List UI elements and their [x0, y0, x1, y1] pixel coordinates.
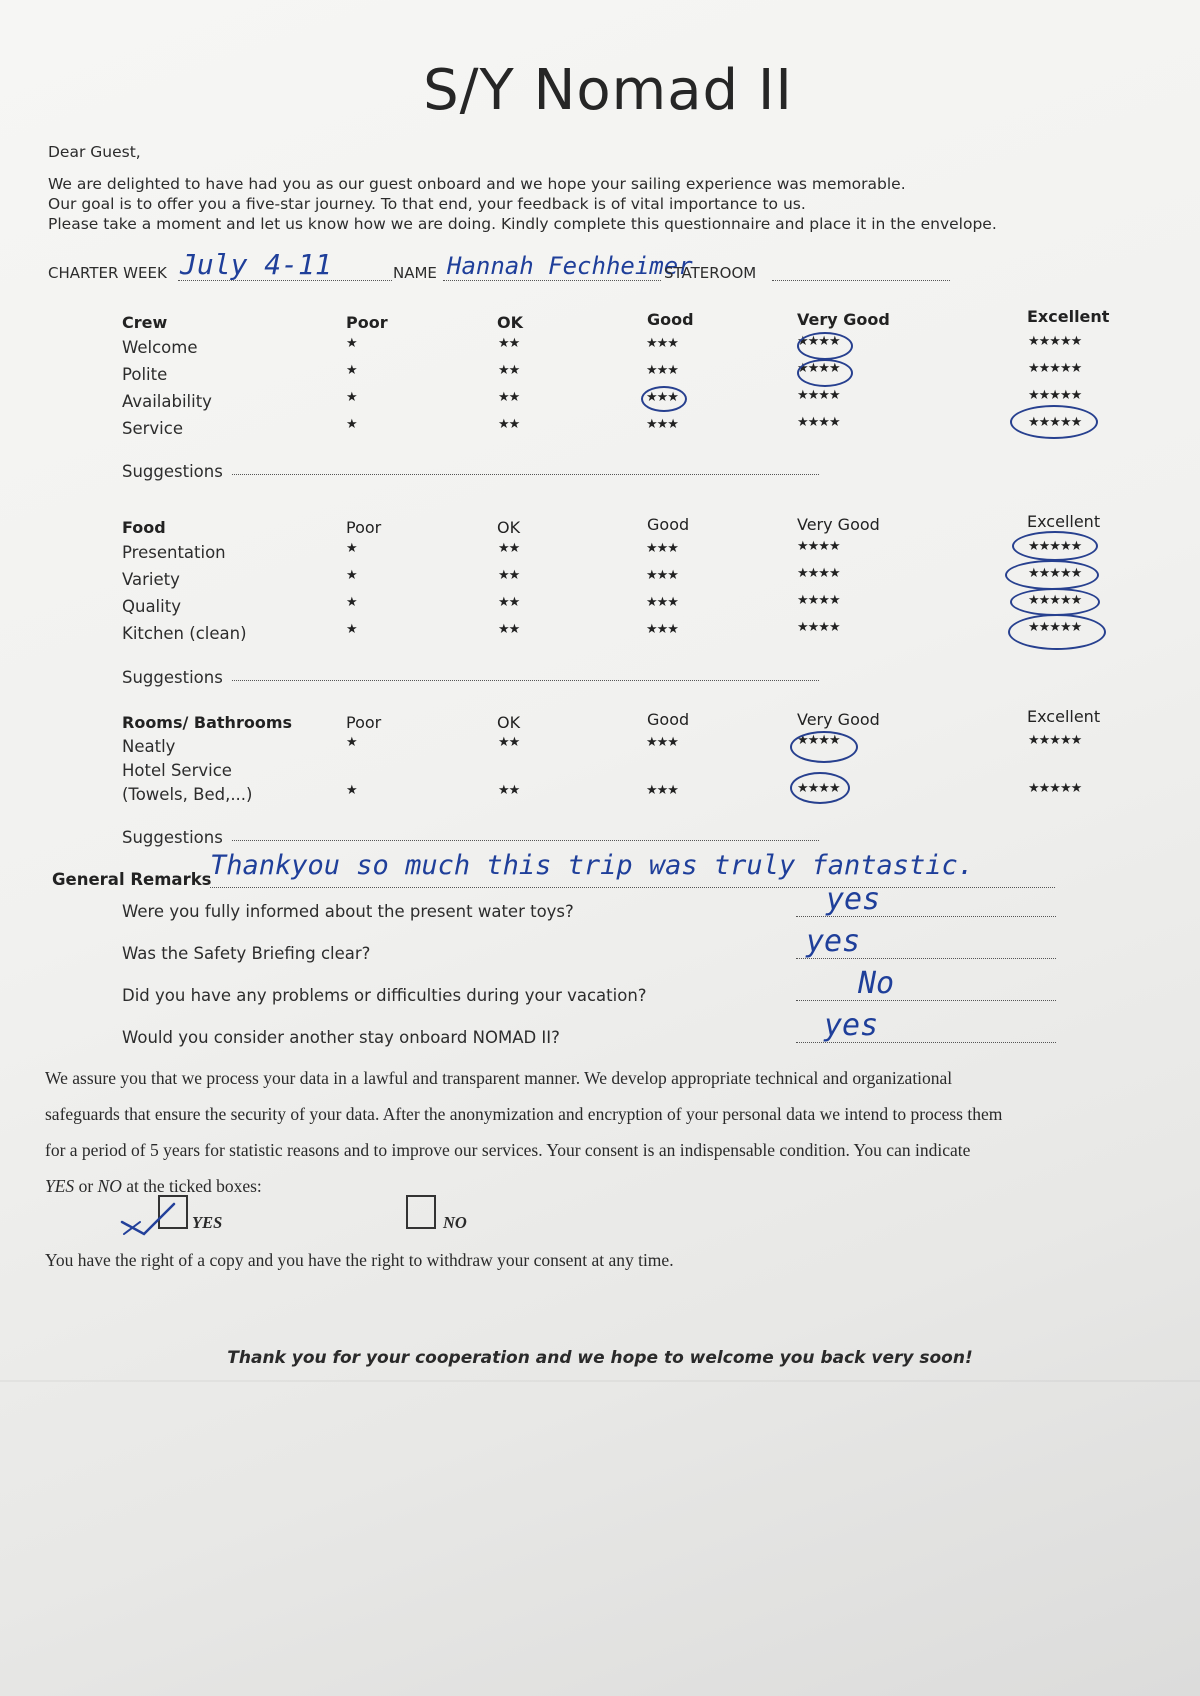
star-option-1-0-2[interactable]: ★★★ — [646, 541, 678, 556]
rating-label-2-0: Neatly — [122, 737, 176, 756]
star-option-1-2-4[interactable]: ★★★★★ — [1028, 593, 1082, 608]
star-option-1-0-1[interactable]: ★★ — [498, 541, 520, 556]
general-remarks-line — [210, 887, 1055, 888]
suggestions-label-0: Suggestions — [122, 462, 223, 481]
star-option-0-3-3[interactable]: ★★★★ — [797, 415, 840, 430]
column-header-0-1: OK — [497, 313, 523, 332]
star-option-2-0-3[interactable]: ★★★★ — [797, 733, 840, 748]
stateroom-label: STATEROOM — [664, 264, 757, 282]
consent-yes-label: YES — [192, 1213, 223, 1232]
selected-rating-circle-0-1 — [797, 359, 853, 387]
star-option-1-1-2[interactable]: ★★★ — [646, 568, 678, 583]
column-header-2-4: Excellent — [1027, 707, 1101, 726]
answer-value-2[interactable]: No — [858, 966, 895, 1001]
consent-no-label: NO — [443, 1213, 467, 1232]
star-option-1-2-0[interactable]: ★ — [346, 595, 357, 610]
intro-line-1: We are delighted to have had you as our guest onboard and we hope your sailing experience was memorable. — [48, 175, 906, 193]
rating-label-0-2: Availability — [122, 392, 212, 411]
star-option-0-0-2[interactable]: ★★★ — [646, 336, 678, 351]
column-header-2-2: Good — [647, 710, 690, 729]
star-option-1-1-0[interactable]: ★ — [346, 568, 357, 583]
suggestions-line-2[interactable] — [232, 840, 819, 841]
column-header-1-0: Poor — [346, 518, 382, 537]
column-header-0-0: Poor — [346, 313, 388, 332]
privacy-line-3: for a period of 5 years for statistic reasons and to improve our services. Your consent is an indispensable condition. You can indicate — [45, 1140, 971, 1160]
star-option-1-1-4[interactable]: ★★★★★ — [1028, 566, 1082, 581]
column-header-1-4: Excellent — [1027, 512, 1101, 531]
question-text-3: Would you consider another stay onboard NOMAD II? — [122, 1028, 560, 1047]
star-option-0-0-1[interactable]: ★★ — [498, 336, 520, 351]
star-option-2-1-0[interactable]: ★ — [346, 783, 357, 798]
star-option-2-1-3[interactable]: ★★★★ — [797, 781, 840, 796]
star-option-0-3-0[interactable]: ★ — [346, 417, 357, 432]
intro-line-2: Our goal is to offer you a five-star journey. To that end, your feedback is of vital importance to us. — [48, 195, 806, 213]
charter-week-value[interactable]: July 4-11 — [180, 248, 332, 281]
answer-value-3[interactable]: yes — [824, 1008, 879, 1043]
star-option-1-3-2[interactable]: ★★★ — [646, 622, 678, 637]
page-title: S/Y Nomad II — [423, 58, 793, 123]
star-option-0-1-4[interactable]: ★★★★★ — [1028, 361, 1082, 376]
column-header-0-2: Good — [647, 310, 694, 329]
rating-label-2-1: Hotel Service — [122, 761, 232, 780]
rating-label-0-0: Welcome — [122, 338, 198, 357]
selected-rating-circle-1-2 — [1010, 588, 1100, 616]
suggestions-line-0[interactable] — [232, 474, 819, 475]
section-heading-1: Food — [122, 518, 166, 537]
star-option-0-1-2[interactable]: ★★★ — [646, 363, 678, 378]
answer-value-1[interactable]: yes — [806, 924, 861, 959]
star-option-0-2-0[interactable]: ★ — [346, 390, 357, 405]
star-option-0-2-4[interactable]: ★★★★★ — [1028, 388, 1082, 403]
section-heading-2: Rooms/ Bathrooms — [122, 713, 293, 732]
star-option-2-0-0[interactable]: ★ — [346, 735, 357, 750]
star-option-0-2-2[interactable]: ★★★ — [646, 390, 678, 405]
selected-rating-circle-1-3 — [1008, 614, 1106, 650]
consent-rights-text: You have the right of a copy and you have the right to withdraw your consent at any time. — [45, 1250, 674, 1270]
privacy-line-4-rest: at the ticked boxes: — [121, 1176, 262, 1196]
suggestions-label-1: Suggestions — [122, 668, 223, 687]
stateroom-line[interactable] — [772, 280, 950, 281]
star-option-2-0-4[interactable]: ★★★★★ — [1028, 733, 1082, 748]
star-option-0-1-1[interactable]: ★★ — [498, 363, 520, 378]
rating-label2-2-1: (Towels, Bed,...) — [122, 785, 253, 804]
star-option-1-3-3[interactable]: ★★★★ — [797, 620, 840, 635]
rating-label-1-3: Kitchen (clean) — [122, 624, 247, 643]
privacy-yes-word: YES — [45, 1176, 75, 1196]
column-header-0-3: Very Good — [797, 310, 890, 329]
column-header-2-0: Poor — [346, 713, 382, 732]
privacy-no-word: NO — [97, 1176, 122, 1196]
star-option-1-3-1[interactable]: ★★ — [498, 622, 520, 637]
name-label: NAME — [393, 264, 437, 282]
column-header-1-1: OK — [497, 518, 521, 537]
selected-rating-circle-1-0 — [1012, 531, 1098, 561]
rating-label-0-3: Service — [122, 419, 183, 438]
star-option-0-3-4[interactable]: ★★★★★ — [1028, 415, 1082, 430]
suggestions-line-1[interactable] — [232, 680, 819, 681]
selected-rating-circle-1-1 — [1005, 560, 1099, 590]
column-header-2-3: Very Good — [797, 710, 880, 729]
star-option-0-0-4[interactable]: ★★★★★ — [1028, 334, 1082, 349]
name-value[interactable]: Hannah Fechheimer — [447, 252, 693, 280]
star-option-2-0-2[interactable]: ★★★ — [646, 735, 678, 750]
star-option-1-1-3[interactable]: ★★★★ — [797, 566, 840, 581]
star-option-2-1-4[interactable]: ★★★★★ — [1028, 781, 1082, 796]
star-option-0-2-3[interactable]: ★★★★ — [797, 388, 840, 403]
selected-rating-circle-2-1 — [790, 772, 850, 804]
greeting: Dear Guest, — [48, 143, 141, 161]
star-option-1-0-3[interactable]: ★★★★ — [797, 539, 840, 554]
selected-rating-circle-0-0 — [797, 332, 853, 360]
suggestions-label-2: Suggestions — [122, 828, 223, 847]
question-text-1: Was the Safety Briefing clear? — [122, 944, 371, 963]
question-text-2: Did you have any problems or difficulties during your vacation? — [122, 986, 647, 1005]
star-option-2-0-1[interactable]: ★★ — [498, 735, 520, 750]
column-header-1-2: Good — [647, 515, 690, 534]
star-option-1-0-4[interactable]: ★★★★★ — [1028, 539, 1082, 554]
paper-fold — [0, 1380, 1200, 1382]
answer-value-0[interactable]: yes — [826, 882, 881, 917]
consent-no-checkbox[interactable] — [406, 1195, 436, 1229]
rating-label-1-1: Variety — [122, 570, 180, 589]
star-option-0-0-0[interactable]: ★ — [346, 336, 357, 351]
selected-rating-circle-2-0 — [790, 731, 858, 763]
star-option-0-1-3[interactable]: ★★★★ — [797, 361, 840, 376]
star-option-2-1-2[interactable]: ★★★ — [646, 783, 678, 798]
star-option-1-2-1[interactable]: ★★ — [498, 595, 520, 610]
star-option-1-3-0[interactable]: ★ — [346, 622, 357, 637]
answer-line-2 — [796, 1000, 1056, 1001]
star-option-2-1-1[interactable]: ★★ — [498, 783, 520, 798]
star-option-1-0-0[interactable]: ★ — [346, 541, 357, 556]
closing-message: Thank you for your cooperation and we hope to welcome you back very soon! — [227, 1348, 973, 1368]
column-header-0-4: Excellent — [1027, 307, 1110, 326]
star-option-0-1-0[interactable]: ★ — [346, 363, 357, 378]
charter-week-label: CHARTER WEEK — [48, 264, 167, 282]
name-line — [443, 280, 661, 281]
rating-label-1-0: Presentation — [122, 543, 226, 562]
star-option-1-2-2[interactable]: ★★★ — [646, 595, 678, 610]
consent-check-mark-icon — [118, 1200, 178, 1240]
star-option-1-1-1[interactable]: ★★ — [498, 568, 520, 583]
star-option-1-3-4[interactable]: ★★★★★ — [1028, 620, 1082, 635]
privacy-or-word: or — [74, 1176, 98, 1196]
star-option-1-2-3[interactable]: ★★★★ — [797, 593, 840, 608]
selected-rating-circle-0-3 — [1010, 405, 1098, 439]
star-option-0-3-2[interactable]: ★★★ — [646, 417, 678, 432]
rating-label-1-2: Quality — [122, 597, 181, 616]
column-header-1-3: Very Good — [797, 515, 880, 534]
question-text-0: Were you fully informed about the present water toys? — [122, 902, 574, 921]
general-remarks-label: General Remarks — [52, 870, 212, 889]
intro-line-3: Please take a moment and let us know how we are doing. Kindly complete this questionnaire and place it in the envelope. — [48, 215, 997, 233]
privacy-line-4 — [45, 1176, 262, 1197]
selected-rating-circle-0-2 — [641, 386, 687, 412]
star-option-0-3-1[interactable]: ★★ — [498, 417, 520, 432]
rating-label-0-1: Polite — [122, 365, 168, 384]
privacy-line-1: We assure you that we process your data in a lawful and transparent manner. We develop appropriate technical and organizational — [45, 1068, 953, 1088]
star-option-0-0-3[interactable]: ★★★★ — [797, 334, 840, 349]
section-heading-0: Crew — [122, 313, 168, 332]
general-remarks-value[interactable]: Thankyou so much this trip was truly fantastic. — [210, 850, 975, 881]
star-option-0-2-1[interactable]: ★★ — [498, 390, 520, 405]
privacy-line-2: safeguards that ensure the security of your data. After the anonymization and encryption of your personal data we intend to process them — [45, 1104, 1003, 1124]
column-header-2-1: OK — [497, 713, 521, 732]
